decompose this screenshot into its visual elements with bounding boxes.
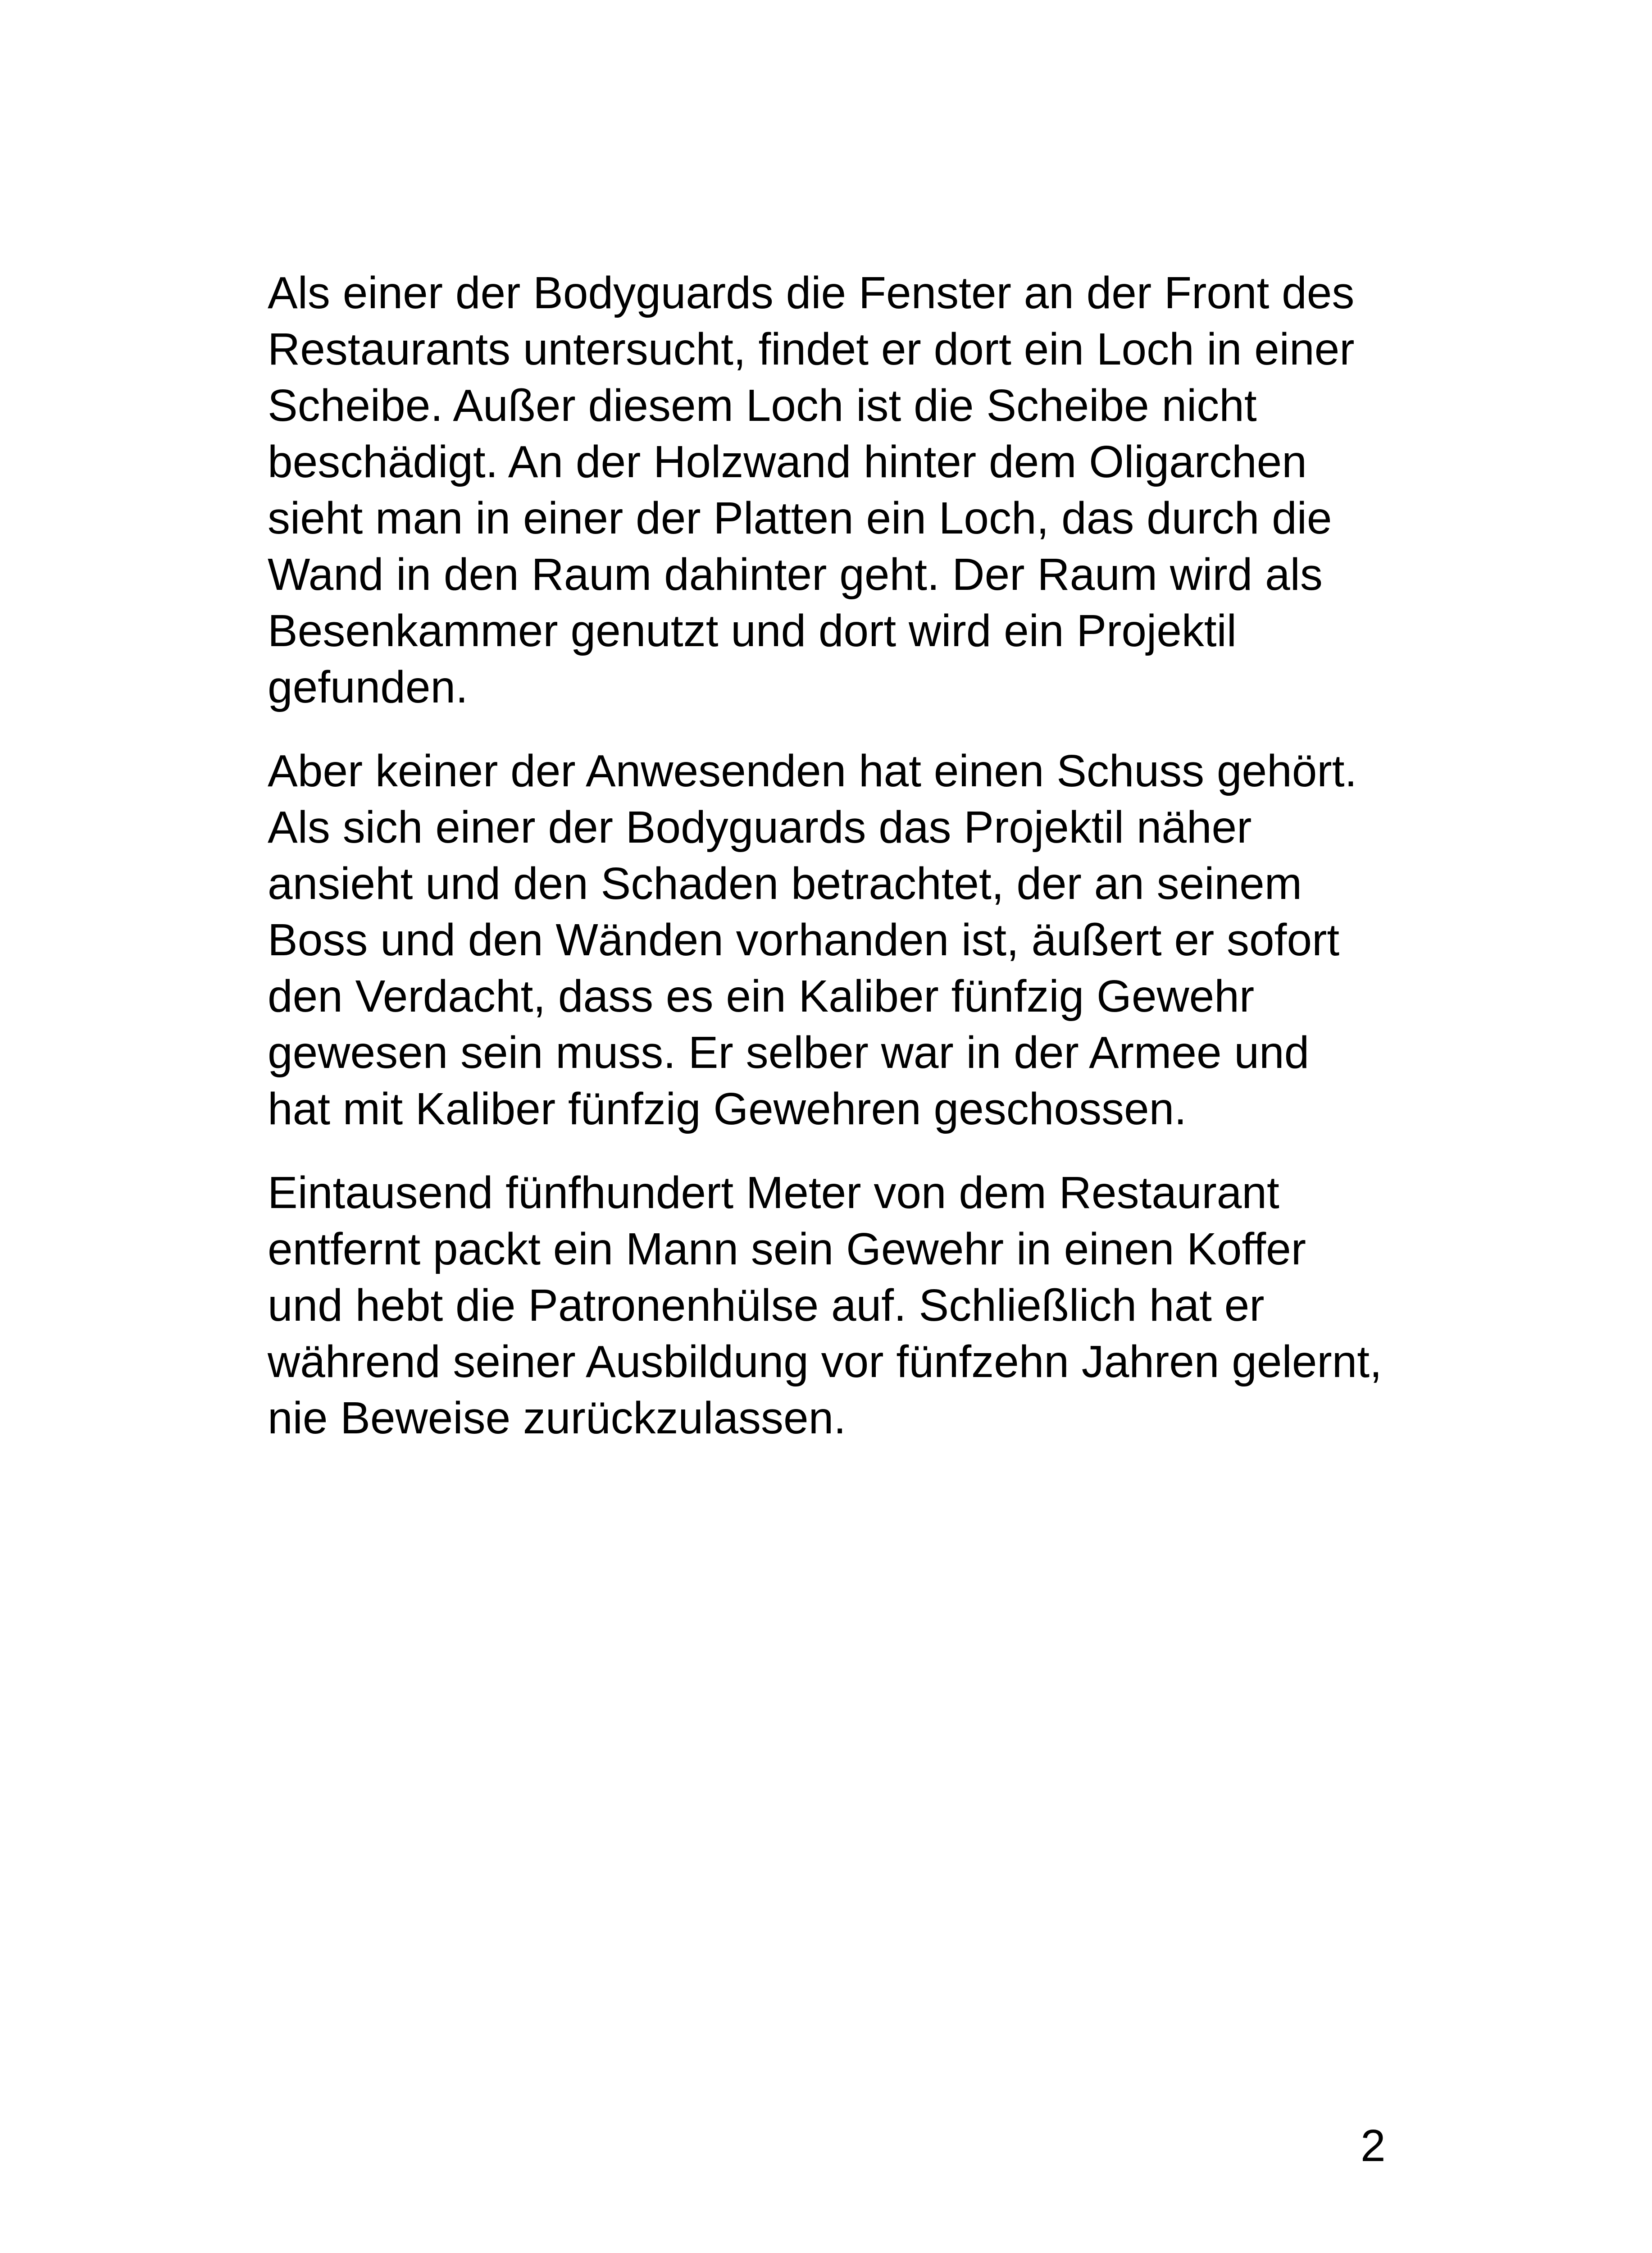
text-line: Besenkammer genutzt und dort wird ein Projektil <box>268 606 1237 656</box>
text-line: Boss und den Wänden vorhanden ist, äußert er sofort <box>268 915 1340 965</box>
text-line: Eintausend fünfhundert Meter von dem Restaurant <box>268 1168 1279 1218</box>
text-line: hat mit Kaliber fünfzig Gewehren geschossen. <box>268 1084 1187 1134</box>
body-text <box>268 265 1421 1446</box>
text-line: Wand in den Raum dahinter geht. Der Raum wird als <box>268 549 1323 600</box>
text-line: Aber keiner der Anwesenden hat einen Schuss gehört. <box>268 746 1357 796</box>
text-line: nie Beweise zurückzulassen. <box>268 1393 846 1443</box>
text-line: während seiner Ausbildung vor fünfzehn Jahren gelernt, <box>268 1336 1382 1387</box>
page-number: 2 <box>1361 2121 1386 2171</box>
paragraph-2 <box>268 743 1421 1137</box>
text-line: gewesen sein muss. Er selber war in der Armee und <box>268 1027 1310 1078</box>
text-line: und hebt die Patronenhülse auf. Schließlich hat er <box>268 1280 1265 1331</box>
text-line: sieht man in einer der Platten ein Loch, das durch die <box>268 493 1332 543</box>
text-line: ansieht und den Schaden betrachtet, der an seinem <box>268 858 1302 909</box>
text-line: gefunden. <box>268 662 468 712</box>
text-line: Als einer der Bodyguards die Fenster an der Front des <box>268 268 1355 318</box>
text-line: Als sich einer der Bodyguards das Projektil näher <box>268 802 1252 853</box>
text-line: beschädigt. An der Holzwand hinter dem Oligarchen <box>268 437 1307 487</box>
text-line: Restaurants untersucht, findet er dort ein Loch in einer <box>268 324 1355 374</box>
text-line: entfernt packt ein Mann sein Gewehr in einen Koffer <box>268 1224 1306 1274</box>
text-line: Scheibe. Außer diesem Loch ist die Scheibe nicht <box>268 380 1257 431</box>
text-line: den Verdacht, dass es ein Kaliber fünfzig Gewehr <box>268 971 1255 1022</box>
paragraph-1 <box>268 265 1421 716</box>
paragraph-3 <box>268 1165 1421 1446</box>
